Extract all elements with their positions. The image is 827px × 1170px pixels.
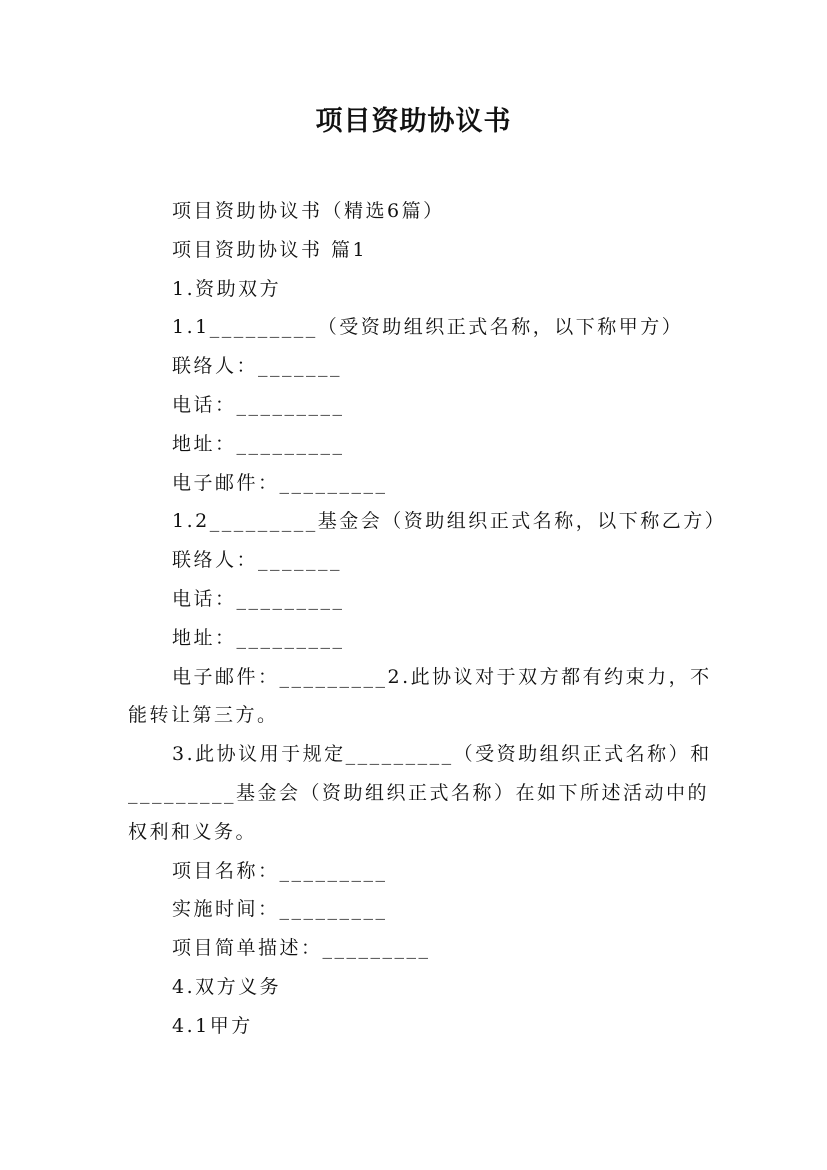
paragraph-clause-1-2: 1.2_________基金会（资助组织正式名称，以下称乙方） (172, 510, 727, 533)
paragraph-project-name: 项目名称：_________ (172, 859, 388, 882)
paragraph-party-a-address: 地址：_________ (172, 432, 345, 455)
document-title: 项目资助协议书 (315, 106, 512, 137)
paragraph-party-a-phone: 电话：_________ (172, 393, 345, 416)
paragraph-clause-1: 1.资助双方 (172, 277, 282, 300)
paragraph-subtitle: 项目资助协议书（精选6篇） (172, 200, 445, 222)
paragraph-party-b-email-clause-2: 电子邮件：_________2.此协议对于双方都有约束力，不能转让第三方。 (128, 665, 712, 727)
paragraph-party-a-email: 电子邮件：_________ (172, 471, 388, 494)
paragraph-clause-1-1: 1.1_________（受资助组织正式名称，以下称甲方） (172, 316, 684, 339)
paragraph-project-description: 项目简单描述：_________ (172, 937, 431, 960)
paragraph-implementation-time: 实施时间：_________ (172, 898, 388, 921)
paragraph-section-heading: 项目资助协议书 篇1 (172, 238, 368, 261)
paragraph-party-b-address: 地址：_________ (172, 626, 345, 649)
paragraph-clause-3: 3.此协议用于规定_________（受资助组织正式名称）和_________基金会（资助组织正式名称）在如下所述活动中的权利和义务。 (128, 743, 712, 843)
paragraph-clause-4: 4.双方义务 (172, 975, 282, 998)
paragraph-party-b-phone: 电话：_________ (172, 587, 345, 610)
paragraph-party-b-contact: 联络人：_______ (172, 549, 343, 572)
paragraph-party-a-contact: 联络人：_______ (172, 355, 343, 378)
paragraph-clause-4-1: 4.1甲方 (172, 1014, 253, 1037)
document-body (128, 192, 727, 1046)
